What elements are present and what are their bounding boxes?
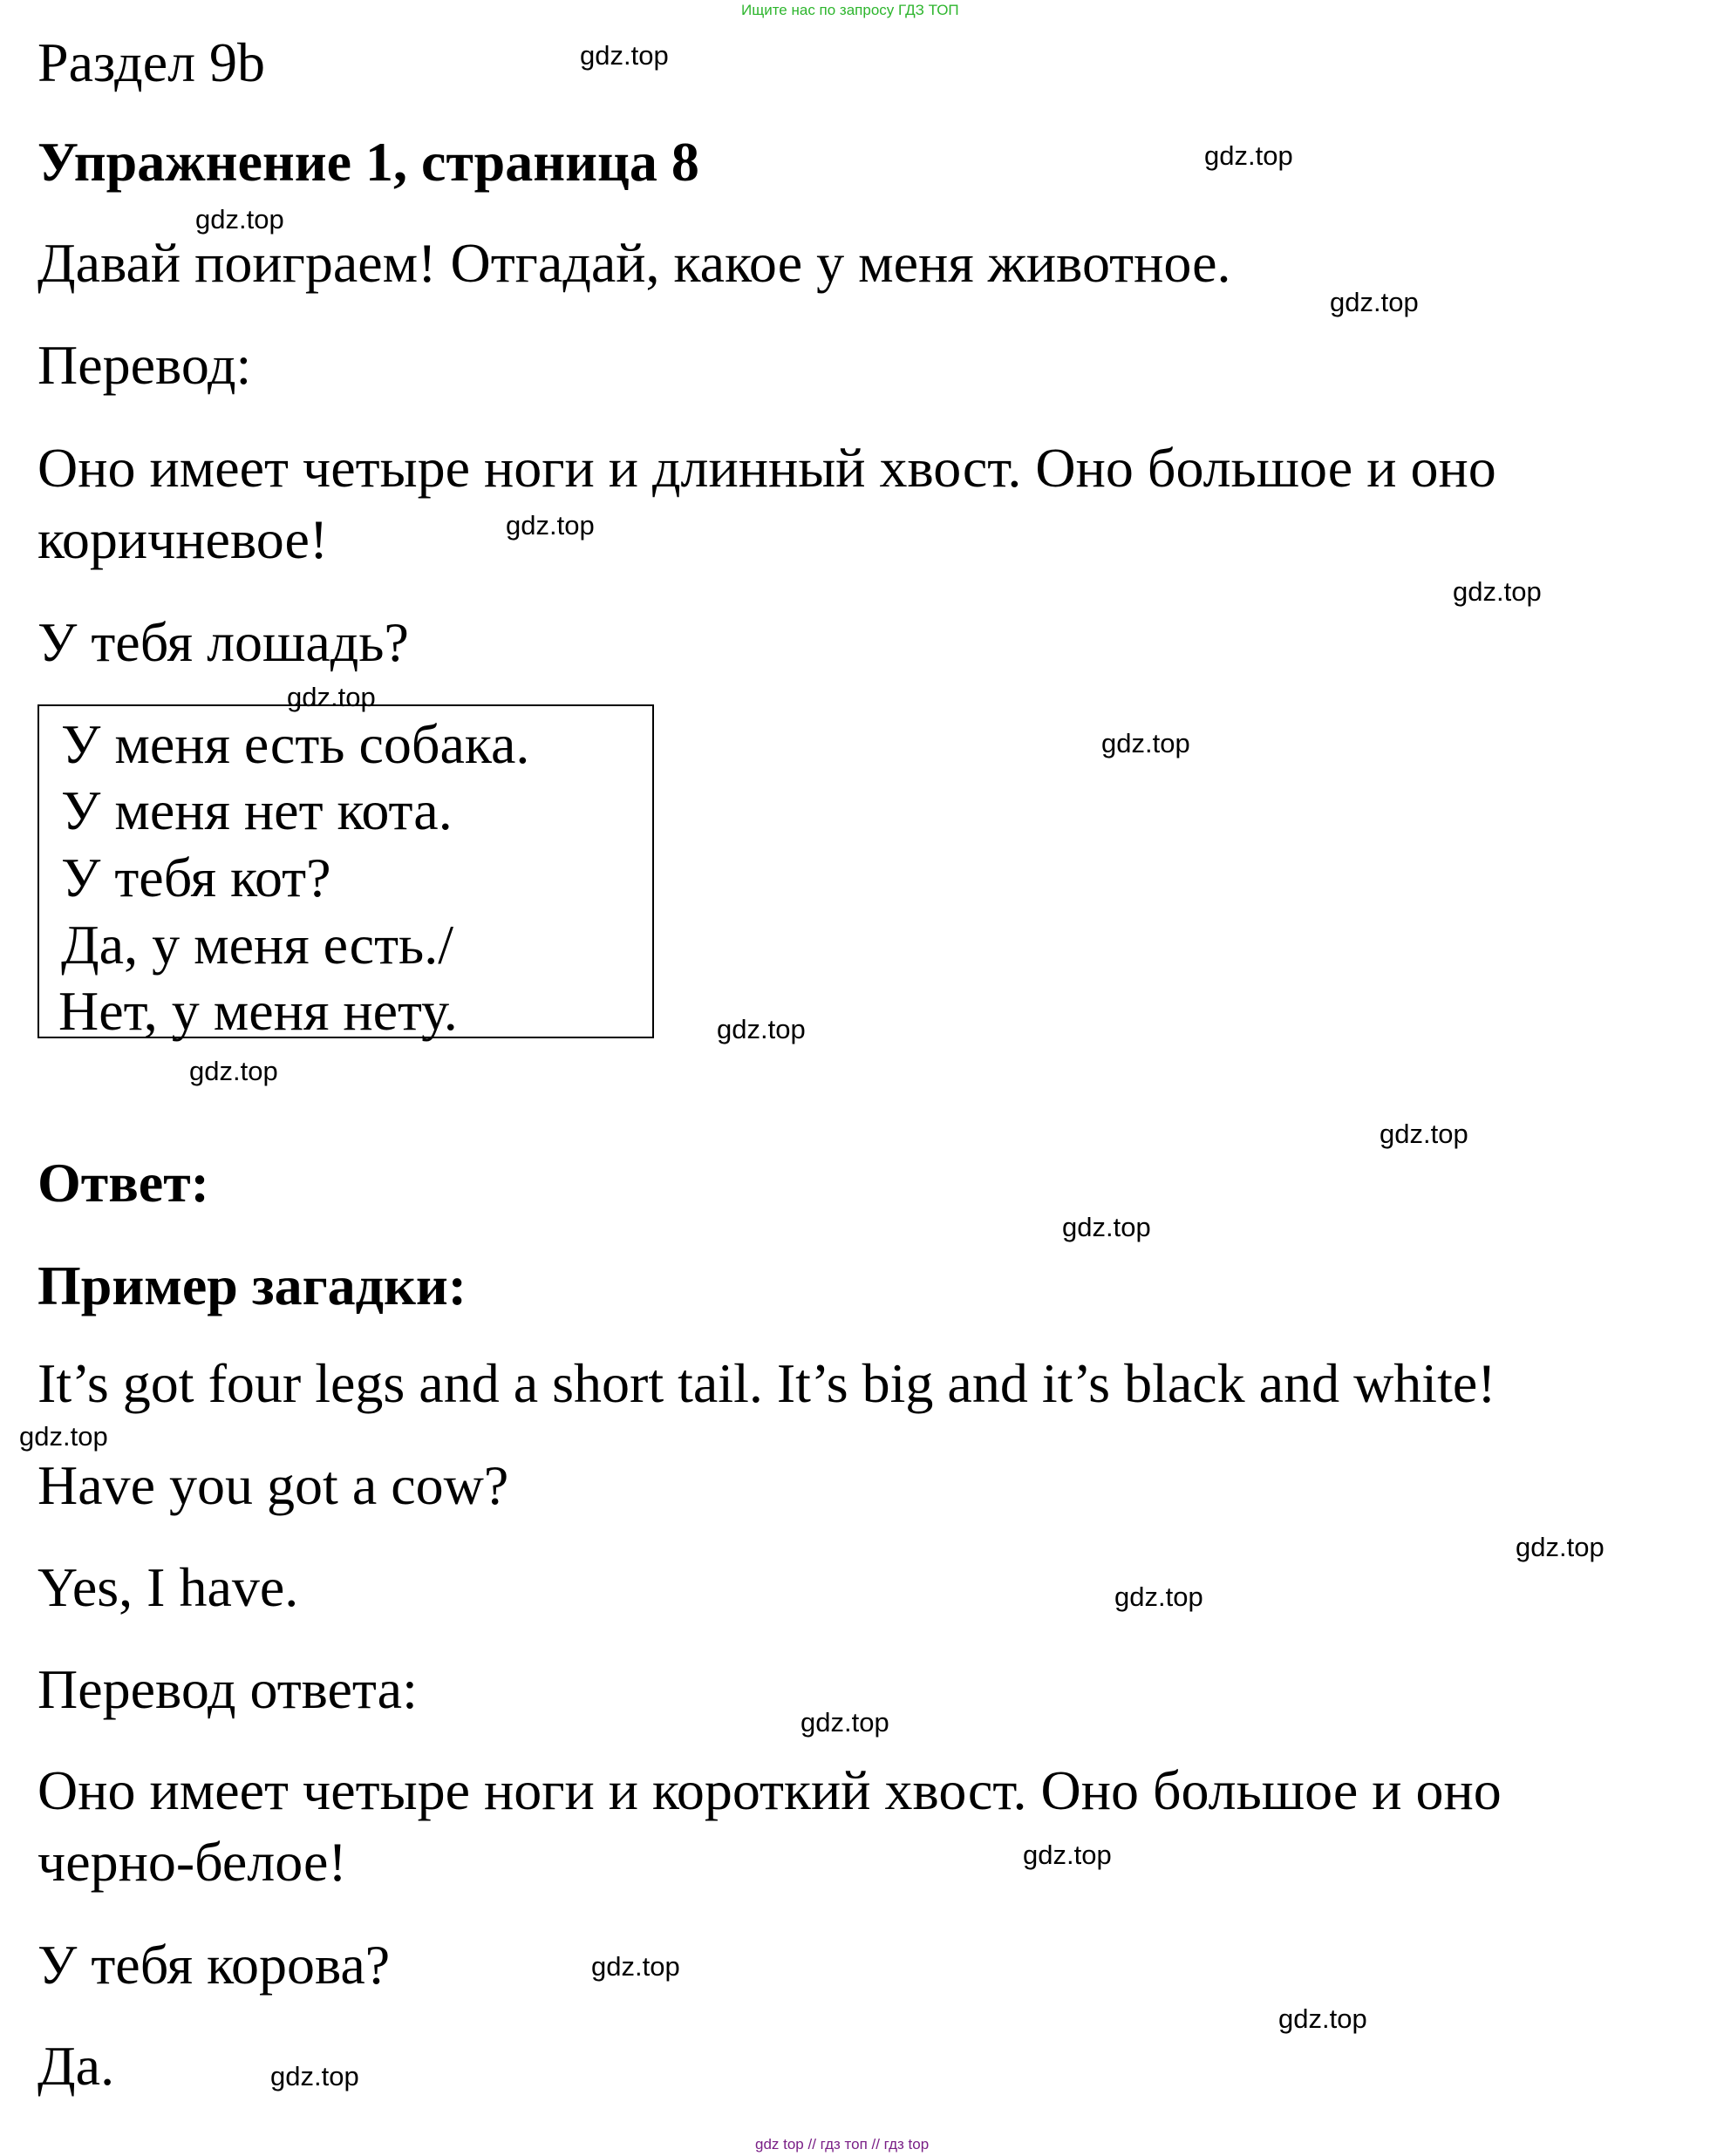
top-banner: Ищите нас по запросу ГДЗ ТОП	[741, 2, 959, 18]
watermark: gdz.top	[270, 2061, 359, 2091]
watermark: gdz.top	[1516, 1532, 1604, 1562]
exercise-title: Упражнение 1, страница 8	[37, 131, 699, 193]
watermark: gdz.top	[506, 510, 595, 541]
answer-translation-line-1: Оно имеет четыре ноги и короткий хвост. Оно большое и оно	[37, 1759, 1502, 1821]
watermark: gdz.top	[1114, 1581, 1203, 1612]
english-line-3: Yes, I have.	[37, 1556, 299, 1618]
answer-translation-reply: Да.	[37, 2035, 115, 2097]
english-line-2: Have you got a cow?	[37, 1454, 509, 1516]
watermark: gdz.top	[1453, 576, 1542, 607]
answer-translation-line-2: черно-белое!	[37, 1831, 347, 1893]
watermark: gdz.top	[287, 682, 376, 712]
phrase-box-line: У меня нет кота.	[61, 779, 453, 841]
phrase-box-line: Да, у меня есть./	[61, 914, 453, 976]
watermark: gdz.top	[195, 204, 284, 235]
watermark: gdz.top	[1204, 140, 1293, 171]
watermark: gdz.top	[189, 1056, 278, 1086]
watermark: gdz.top	[717, 1014, 806, 1044]
watermark: gdz.top	[591, 1951, 680, 1982]
watermark: gdz.top	[1330, 287, 1419, 317]
translation-question: У тебя лошадь?	[37, 611, 409, 673]
watermark: gdz.top	[1023, 1840, 1112, 1870]
section-heading: Раздел 9b	[37, 31, 266, 93]
watermark: gdz.top	[1101, 728, 1190, 758]
english-line-1: It’s got four legs and a short tail. It’s big and it’s black and white!	[37, 1352, 1496, 1414]
bottom-banner: gdz top // гдз топ // гдз top	[755, 2136, 930, 2153]
watermark: gdz.top	[1380, 1119, 1468, 1149]
watermark: gdz.top	[1278, 2003, 1367, 2034]
translation-line-2: коричневое!	[37, 508, 329, 570]
example-label: Пример загадки:	[37, 1255, 467, 1316]
phrase-box-line: У меня есть собака.	[61, 713, 530, 775]
answer-translation-question: У тебя корова?	[37, 1934, 391, 1996]
watermark: gdz.top	[1062, 1212, 1151, 1242]
watermark: gdz.top	[800, 1707, 889, 1738]
watermark: gdz.top	[19, 1421, 108, 1452]
answer-translation-label: Перевод ответа:	[37, 1658, 418, 1720]
translation-label: Перевод:	[37, 334, 252, 396]
instruction-text: Давай поиграем! Отгадай, какое у меня животное.	[37, 232, 1231, 294]
translation-line-1: Оно имеет четыре ноги и длинный хвост. Оно большое и оно	[37, 437, 1496, 499]
phrase-box-line: У тебя кот?	[61, 847, 331, 908]
watermark: gdz.top	[580, 40, 669, 71]
answer-label: Ответ:	[37, 1152, 209, 1214]
phrase-box-line: Нет, у меня нету.	[58, 980, 458, 1042]
